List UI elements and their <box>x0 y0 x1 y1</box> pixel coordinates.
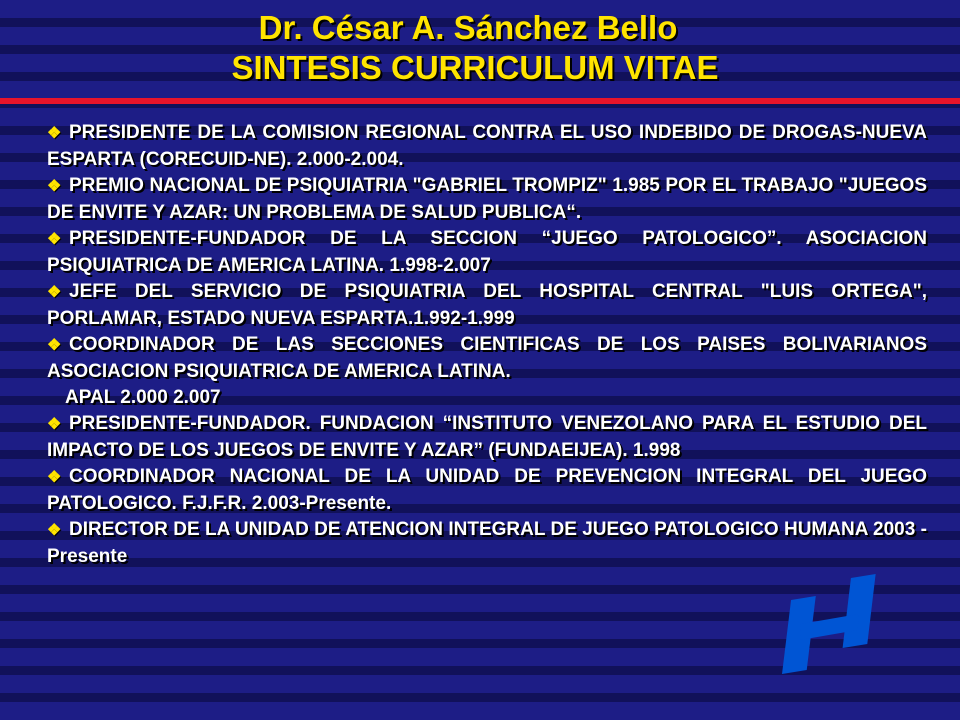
page-subtitle: SINTESIS CURRICULUM VITAE <box>231 49 719 86</box>
list-item-text: APAL 2.000 2.007 <box>65 387 221 408</box>
list-item-text: PREMIO NACIONAL DE PSIQUIATRIA "GABRIEL TROMPIZ" 1.985 POR EL TRABAJO "JUEGOS DE ENVITE Y AZAR: UN PROBLEMA DE SALUD PUBLICA“. <box>47 175 927 223</box>
list-item <box>47 120 927 173</box>
list-item-text: PRESIDENTE-FUNDADOR. FUNDACION “INSTITUTO VENEZOLANO PARA EL ESTUDIO DEL IMPACTO DE LOS JUEGOS DE ENVITE Y AZAR” (FUNDAEIJEA). 1.998 <box>47 413 927 461</box>
h-logo-icon <box>760 572 880 678</box>
list-item-text: PRESIDENTE DE LA COMISION REGIONAL CONTRA EL USO INDEBIDO DE DROGAS-NUEVA ESPARTA (CORECUID-NE). 2.000-2.004. <box>47 122 927 170</box>
diamond-bullet-icon: ❖ <box>47 522 62 539</box>
list-item-text: JEFE DEL SERVICIO DE PSIQUIATRIA DEL HOSPITAL CENTRAL "LUIS ORTEGA", PORLAMAR, ESTADO NUEVA ESPARTA.1.992-1.999 <box>47 281 927 329</box>
list-item <box>47 226 927 279</box>
diamond-bullet-icon: ❖ <box>47 337 62 354</box>
list-item-text: COORDINADOR DE LAS SECCIONES CIENTIFICAS DE LOS PAISES BOLIVARIANOS ASOCIACION PSIQUIATRICA DE AMERICA LATINA. <box>47 334 927 382</box>
diamond-bullet-icon: ❖ <box>47 469 62 486</box>
list-item <box>47 279 927 332</box>
list-item-text: COORDINADOR NACIONAL DE LA UNIDAD DE PREVENCION INTEGRAL DEL JUEGO PATOLOGICO. F.J.F.R. 2.003-Presente. <box>47 466 927 514</box>
list-item <box>47 332 927 385</box>
diamond-bullet-icon: ❖ <box>47 125 62 142</box>
list-item-continuation <box>47 385 927 411</box>
list-item <box>47 173 927 226</box>
page-title: Dr. César A. Sánchez Bello <box>258 9 678 46</box>
diamond-bullet-icon: ❖ <box>47 416 62 433</box>
title-block <box>0 8 960 88</box>
cv-list <box>47 120 927 570</box>
list-item <box>47 517 927 570</box>
list-item <box>47 464 927 517</box>
diamond-bullet-icon: ❖ <box>47 178 62 195</box>
list-item-text: PRESIDENTE-FUNDADOR DE LA SECCION “JUEGO PATOLOGICO”. ASOCIACION PSIQUIATRICA DE AMERICA LATINA. 1.998-2.007 <box>47 228 927 276</box>
title-divider <box>0 98 960 104</box>
list-item <box>47 411 927 464</box>
list-item-text: DIRECTOR DE LA UNIDAD DE ATENCION INTEGRAL DE JUEGO PATOLOGICO HUMANA 2003 - Presente <box>47 519 927 567</box>
diamond-bullet-icon: ❖ <box>47 284 62 301</box>
diamond-bullet-icon: ❖ <box>47 231 62 248</box>
